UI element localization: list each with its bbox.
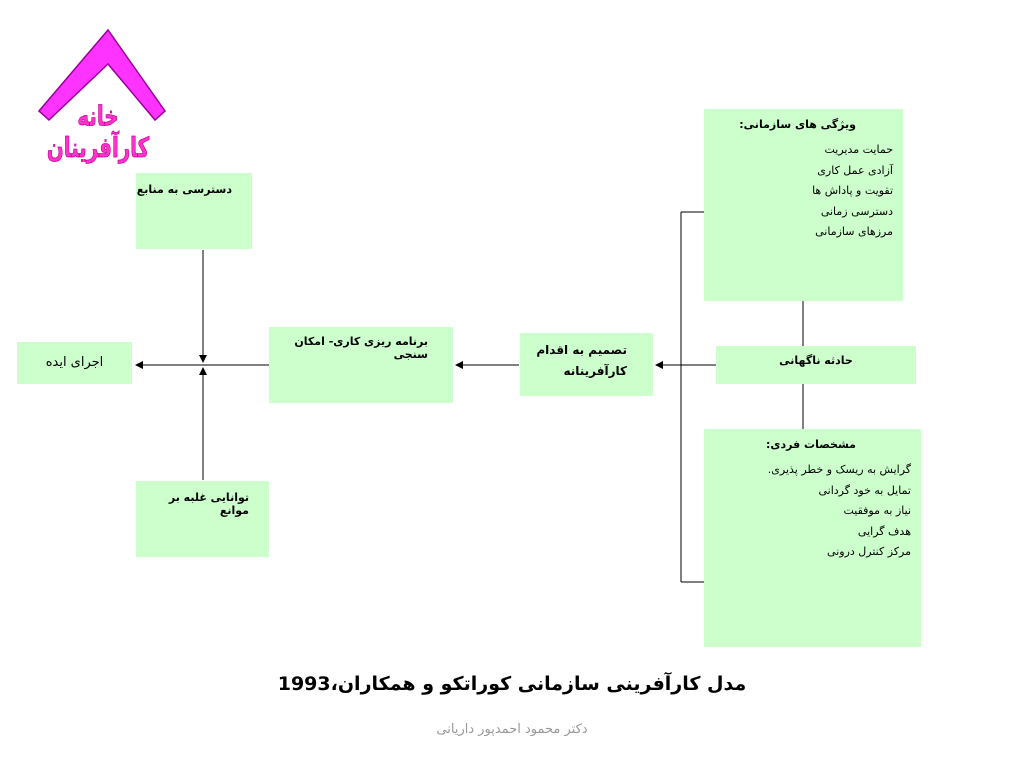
personal-features-list bbox=[704, 460, 911, 563]
list-item: تمایل به خود گردانی bbox=[818, 483, 911, 497]
idea-box bbox=[17, 342, 132, 384]
author-credit: دکتر محمود احمدپور داریانی bbox=[436, 722, 588, 737]
obstacles-box bbox=[136, 481, 269, 557]
list-item: نیاز به موفقیت bbox=[843, 504, 911, 517]
org-features-box bbox=[704, 109, 903, 301]
list-item: دسترسی زمانی bbox=[820, 204, 893, 218]
list-item: گرایش به ریسک و خطر پذیری. bbox=[767, 463, 911, 476]
list-item: هدف گرایی bbox=[857, 524, 911, 538]
figure-caption: مدل کارآفرینی سازمانی کوراتکو و همکاران،1993 bbox=[277, 673, 747, 695]
list-item: آزادی عمل کاری bbox=[817, 163, 893, 177]
planning-box bbox=[269, 327, 453, 403]
event-label: حادثه ناگهانی bbox=[779, 354, 853, 367]
decision-label: تصمیم به اقدام کارآفرینانه bbox=[536, 343, 627, 378]
idea-label: اجرای ایده bbox=[45, 355, 104, 370]
resources-box bbox=[136, 173, 252, 249]
list-item: مرزهای سازمانی bbox=[815, 225, 893, 238]
personal-features-box bbox=[704, 429, 921, 647]
event-box bbox=[716, 346, 916, 384]
list-item: مرکز کنترل درونی bbox=[827, 545, 911, 558]
logo-text: خانه کارآفرینان bbox=[46, 101, 150, 165]
list-item: حمایت مدیریت bbox=[824, 143, 893, 156]
resources-label: دسترسی به منابع bbox=[136, 183, 232, 196]
org-features-list bbox=[704, 140, 893, 243]
obstacles-label: توانایی غلبه بر موانع bbox=[168, 491, 249, 517]
planning-label: برنامه ریزی کاری- امکان سنجی bbox=[294, 335, 428, 361]
list-item: تقویت و پاداش ها bbox=[812, 184, 893, 197]
org-features-title: ویژگی های سازمانی: bbox=[739, 118, 856, 131]
decision-box bbox=[520, 333, 653, 396]
personal-features-title: مشخصات فردی: bbox=[766, 438, 856, 451]
